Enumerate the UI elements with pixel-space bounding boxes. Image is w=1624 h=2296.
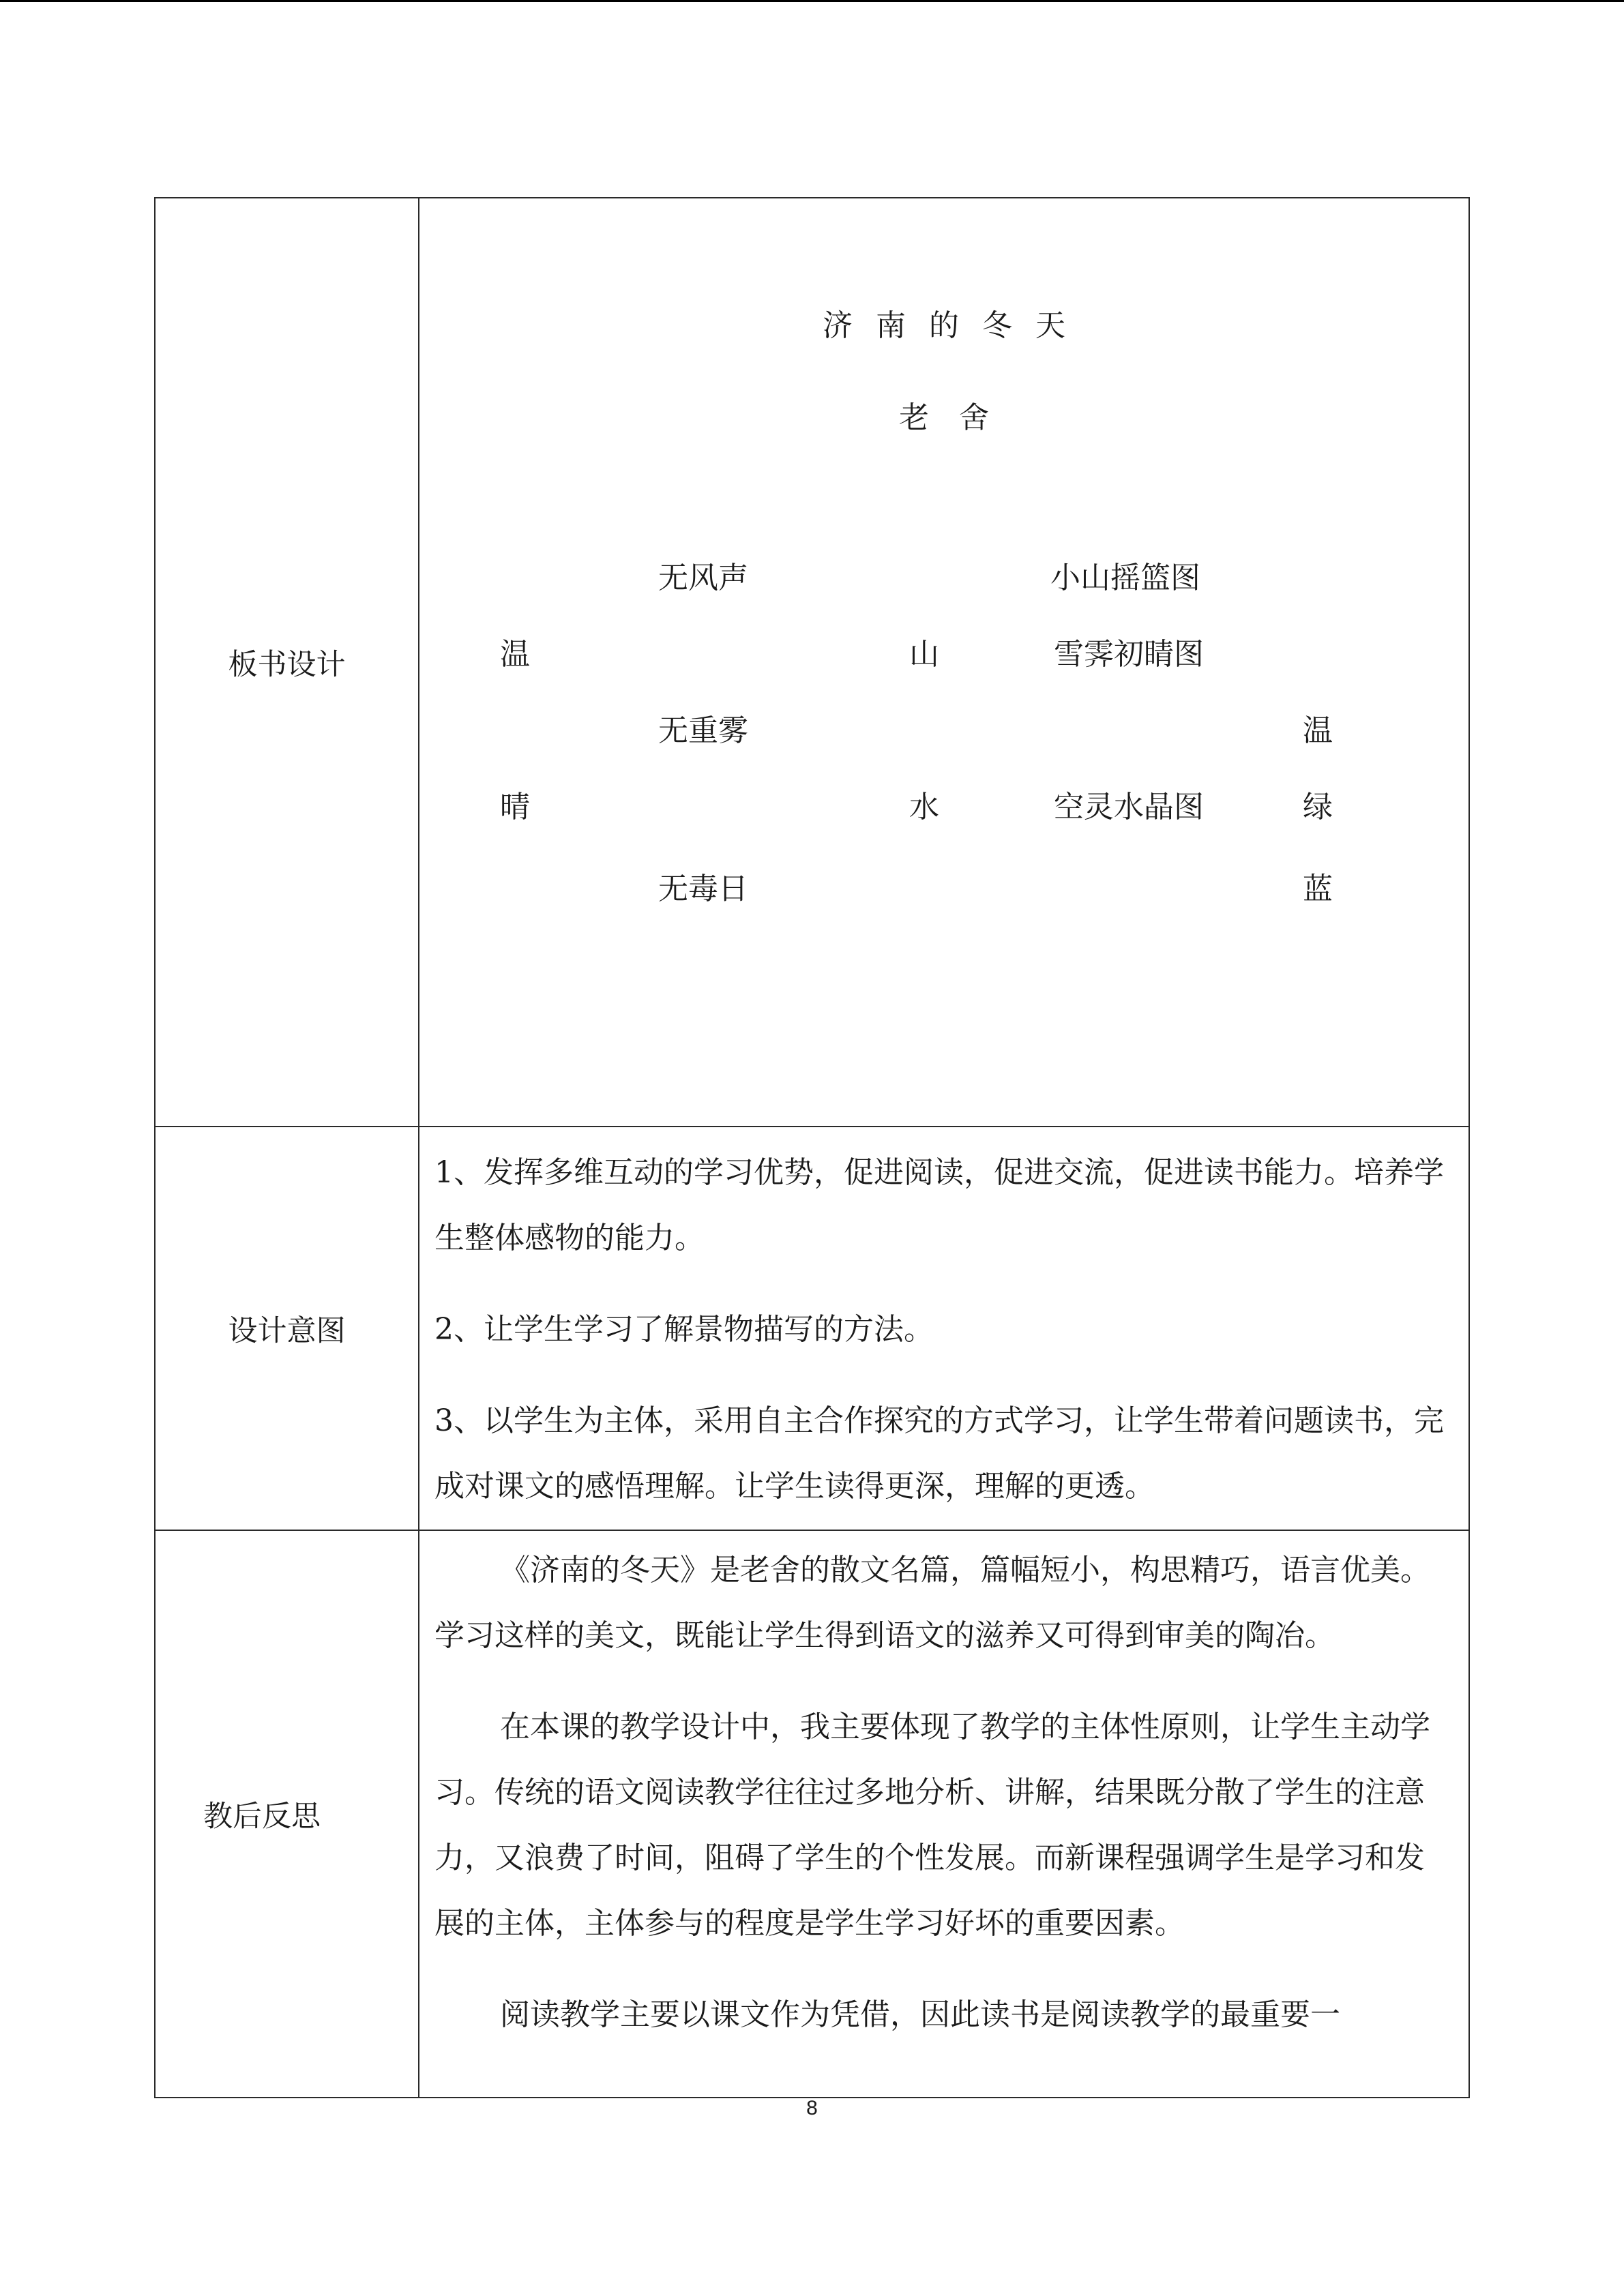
board-item-no-sun: 无毒日 <box>658 871 748 906</box>
design-intent-row <box>155 1127 1469 1530</box>
design-intent-item: 1、发挥多维互动的学习优势，促进阅读，促进交流，促进读书能力。培养学生整体感物的能力。 <box>434 1155 1444 1255</box>
board-item-pic-2: 雪霁初睛图 <box>1054 637 1204 672</box>
reflection-cell <box>419 1530 1469 2098</box>
board-item-water: 水 <box>909 790 939 824</box>
reflection-paragraph: 《济南的冬天》是老舍的散文名篇，篇幅短小，构思精巧，语言优美。学习这样的美文，既能让学生得到语文的滋养又可得到审美的陶冶。 <box>434 1553 1430 1653</box>
board-design-label: 板书设计 <box>155 198 419 1127</box>
page-top-edge <box>0 0 1624 2</box>
board-item-no-fog: 无重雾 <box>658 713 748 748</box>
design-intent-label: 设计意图 <box>155 1127 419 1530</box>
board-title: 济南的冬天 <box>823 308 1089 343</box>
reflection-paragraph: 在本课的教学设计中，我主要体现了教学的主体性原则，让学生主动学习。传统的语文阅读教学往往过多地分析、讲解，结果既分散了学生的注意力，又浪费了时间，阻碍了学生的个性发展。而新课程强调学生是学习和发展的主体，主体参与的程度是学生学习好坏的重要因素。 <box>434 1710 1430 1941</box>
page-number: 8 <box>806 2097 818 2119</box>
board-item-blue: 蓝 <box>1303 871 1333 906</box>
board-item-warm-2: 温 <box>1303 713 1333 748</box>
design-intent-list <box>419 1128 1468 1529</box>
board-item-green: 绿 <box>1303 790 1333 824</box>
reflection-text <box>419 1531 1468 2048</box>
board-design-cell <box>419 198 1469 1127</box>
design-intent-item: 2、让学生学习了解景物描写的方法。 <box>434 1312 934 1347</box>
design-intent-item: 3、以学生为主体，采用自主合作探究的方式学习，让学生带着问题读书，完成对课文的感悟理解。让学生读得更深，理解的更透。 <box>434 1403 1444 1504</box>
board-item-warm: 温 <box>500 637 530 672</box>
reflection-paragraph: 阅读教学主要以课文作为凭借，因此读书是阅读教学的最重要一 <box>500 1997 1340 2032</box>
board-item-pic-1: 小山摇篮图 <box>1050 561 1200 595</box>
reflection-label: 教后反思 <box>155 1530 419 2098</box>
board-item-clear: 晴 <box>500 790 530 824</box>
board-item-pic-3: 空灵水晶图 <box>1054 790 1204 824</box>
lesson-table <box>154 197 1470 2098</box>
board-author: 老舍 <box>899 400 1019 435</box>
design-intent-cell <box>419 1127 1469 1530</box>
board-item-mountain: 山 <box>909 637 939 672</box>
board-design-row <box>155 198 1469 1127</box>
board-design <box>419 198 1468 1126</box>
board-item-no-wind: 无风声 <box>658 561 748 595</box>
reflection-row <box>155 1530 1469 2098</box>
